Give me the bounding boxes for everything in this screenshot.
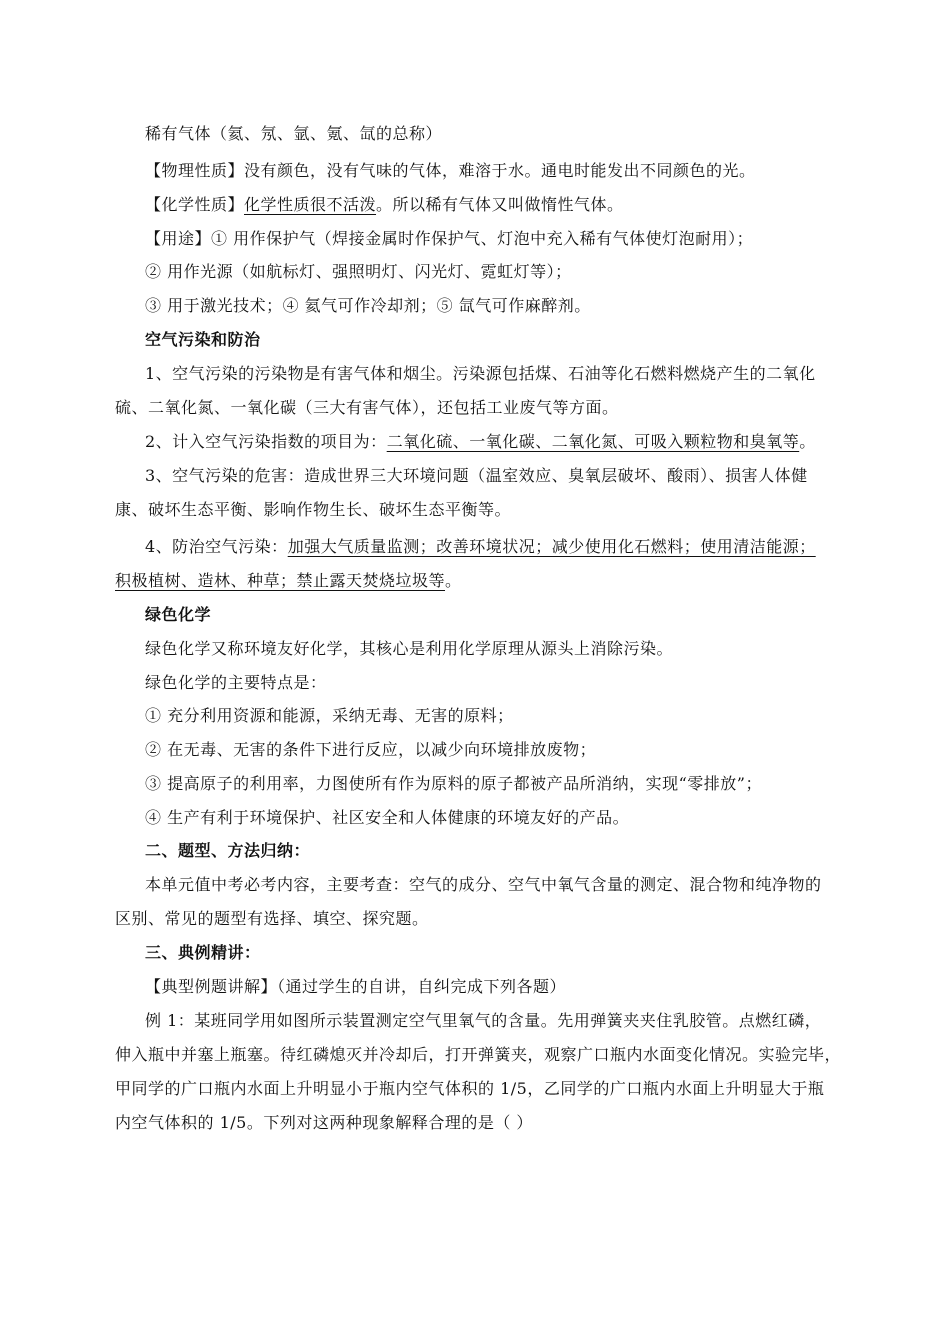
green-item-3: ③ 提高原子的利用率，力图使所有作为原料的原子都被产品所消纳，实现“零排放”； (145, 774, 762, 793)
rare-gas-use-2: ② 用作光源（如航标灯、强照明灯、闪光灯、霓虹灯等）； (145, 262, 572, 281)
physical-text: 没有颜色，没有气味的气体，难溶于水。通电时能发出不同颜色的光。 (244, 161, 756, 180)
section2-heading: 二、题型、方法归纳： (145, 841, 311, 860)
pollution-p4-line1 (145, 537, 816, 557)
rare-gas-use-3: ③ 用于激光技术；④ 氦气可作冷却剂；⑤ 氙气可作麻醉剂。 (145, 296, 591, 315)
use-item-1: ① 用作保护气（焊接金属时作保护气、灯泡中充入稀有气体使灯泡耐用）； (211, 229, 754, 248)
green-p2: 绿色化学的主要特点是： (145, 673, 327, 692)
p2-underlined: 二氧化硫、一氧化碳、二氧化氮、可吸入颗粒物和臭氧等 (386, 432, 800, 451)
chemical-rest: 。所以稀有气体又叫做惰性气体。 (376, 195, 624, 214)
example-label: 【典型例题讲解】 (145, 977, 278, 996)
pollution-p2 (145, 432, 816, 452)
pollution-heading: 空气污染和防治 (145, 330, 261, 349)
green-item-4: ④ 生产有利于环境保护、社区安全和人体健康的环境友好的产品。 (145, 808, 630, 827)
section2-line1: 本单元值中考必考内容，主要考查：空气的成分、空气中氧气含量的测定、混合物和纯净物的 (145, 875, 822, 894)
physical-label: 【物理性质】 (145, 161, 245, 180)
section3-label-line (145, 977, 566, 997)
pollution-p4-line2 (115, 571, 462, 591)
example1-line3: 甲同学的广口瓶内水面上升明显小于瓶内空气体积的 1/5，乙同学的广口瓶内水面上升明显大于瓶 (115, 1079, 825, 1098)
pollution-p1-line1: 1、空气污染的污染物是有害气体和烟尘。污染源包括煤、石油等化石燃料燃烧产生的二氧化 (145, 364, 816, 383)
chemical-underlined: 化学性质很不活泼 (244, 195, 377, 214)
pollution-p3-line1: 3、空气污染的危害：造成世界三大环境问题（温室效应、臭氧层破坏、酸雨）、损害人体健 (145, 466, 808, 485)
p4-underlined-2: 积极植树、造林、种草；禁止露天焚烧垃圾等 (115, 571, 446, 590)
green-heading: 绿色化学 (145, 605, 212, 624)
rare-gas-intro: 稀有气体（氦、氖、氩、氪、氙的总称） (145, 124, 443, 143)
p2-suffix: 。 (799, 432, 816, 451)
green-item-2: ② 在无毒、无害的条件下进行反应，以减少向环境排放废物； (145, 740, 597, 759)
p4-underlined-1: 加强大气质量监测；改善环境状况；减少使用化石燃料；使用清洁能源； (287, 537, 816, 556)
chemical-label: 【化学性质】 (145, 195, 245, 214)
pollution-p1-line2: 硫、二氧化氮、一氧化碳（三大有害气体），还包括工业废气等方面。 (115, 398, 619, 417)
rare-gas-use-1 (145, 229, 753, 249)
rare-gas-physical (145, 161, 756, 181)
pollution-p3-line2: 康、破坏生态平衡、影响作物生长、破坏生态平衡等。 (115, 500, 512, 519)
p4-suffix: 。 (445, 571, 462, 590)
example-label-rest: （通过学生的自讲，自纠完成下列各题） (277, 977, 567, 996)
section3-heading: 三、典例精讲： (145, 943, 261, 962)
section2-line2: 区别、常见的题型有选择、填空、探究题。 (115, 909, 429, 928)
example1-line2: 伸入瓶中并塞上瓶塞。待红磷熄灭并冷却后，打开弹簧夹，观察广口瓶内水面变化情况。实验完毕， (115, 1045, 842, 1064)
green-p1: 绿色化学又称环境友好化学，其核心是利用化学原理从源头上消除污染。 (145, 639, 674, 658)
green-item-1: ① 充分利用资源和能源，采纳无毒、无害的原料； (145, 706, 514, 725)
use-label: 【用途】 (145, 229, 212, 248)
p2-prefix: 2、计入空气污染指数的项目为： (145, 432, 387, 451)
example1-line1: 例 1：某班同学用如图所示装置测定空气里氧气的含量。先用弹簧夹夹住乳胶管。点燃红磷， (145, 1011, 822, 1030)
rare-gas-chemical (145, 195, 624, 215)
example1-line4: 内空气体积的 1/5。下列对这两种现象解释合理的是（ ） (115, 1113, 533, 1132)
p4-prefix: 4、防治空气污染： (145, 537, 288, 556)
